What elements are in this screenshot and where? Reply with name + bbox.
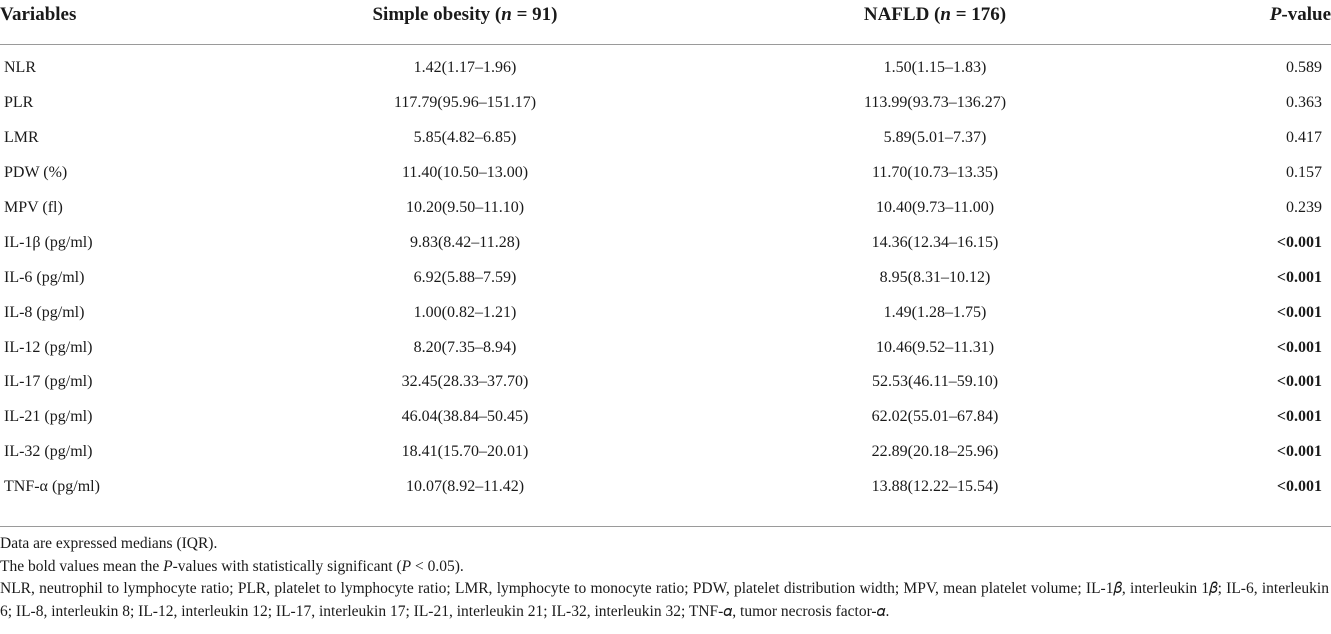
cell-p-value: <0.001 (1276, 338, 1322, 356)
cell-nafld: 1.50(1.15–1.83) (883, 59, 987, 77)
cell-p-value: <0.001 (1276, 408, 1322, 426)
table-row (0, 86, 1331, 121)
table-row (0, 295, 1331, 330)
cell-p-value: 0.363 (1286, 94, 1322, 112)
cell-p-value: 0.157 (1286, 164, 1322, 182)
table-row (0, 51, 1331, 86)
cell-variable: LMR (4, 129, 39, 147)
table-row (0, 365, 1331, 400)
cell-nafld: 1.49(1.28–1.75) (883, 303, 987, 321)
table-row (0, 260, 1331, 295)
cell-simple-obesity: 32.45(28.33–37.70) (401, 373, 529, 391)
cell-nafld: 62.02(55.01–67.84) (871, 408, 999, 426)
header-nafld: NAFLD (n = 176) (863, 4, 1007, 25)
cell-nafld: 113.99(93.73–136.27) (863, 94, 1007, 112)
table-top-rule (0, 44, 1331, 45)
cell-simple-obesity: 5.85(4.82–6.85) (413, 129, 517, 147)
cell-nafld: 8.95(8.31–10.12) (879, 268, 991, 286)
cell-simple-obesity: 11.40(10.50–13.00) (401, 164, 529, 182)
table-row (0, 121, 1331, 156)
cell-variable: IL-32 (pg/ml) (4, 443, 93, 461)
cell-simple-obesity: 9.83(8.42–11.28) (409, 233, 521, 251)
cell-simple-obesity: 117.79(95.96–151.17) (393, 94, 537, 112)
cell-simple-obesity: 8.20(7.35–8.94) (413, 338, 517, 356)
cell-nafld: 52.53(46.11–59.10) (871, 373, 999, 391)
cell-variable: NLR (4, 59, 36, 77)
cell-variable: MPV (fl) (4, 199, 63, 216)
header-simple-obesity: Simple obesity (n = 91) (372, 4, 558, 25)
cell-variable: PDW (%) (4, 164, 68, 182)
cell-simple-obesity: 46.04(38.84–50.45) (401, 408, 529, 426)
cell-variable: IL-12 (pg/ml) (4, 338, 93, 356)
table-row (0, 330, 1331, 365)
cell-p-value: <0.001 (1276, 268, 1322, 286)
cell-nafld: 11.70(10.73–13.35) (871, 164, 999, 182)
cell-simple-obesity: 1.42(1.17–1.96) (413, 59, 517, 77)
cell-variable: IL-17 (pg/ml) (4, 373, 93, 391)
cell-p-value: 0.417 (1286, 129, 1322, 147)
footnote-abbreviations: NLR, neutrophil to lymphocyte ratio; PLR, platelet to lymphocyte ratio; LMR, lymphocyte to monocyte ratio; PDW, platelet distribution width; MPV, mean platelet volume; IL-1𝛽, interleukin 1𝛽; IL-6, interleukin 6; IL-8, interleukin 8; IL-12, interleukin 12; IL-17, interleukin 17; IL-21, interleukin 21; IL-32, interleukin 32; TNF-𝛼, tumor necrosis factor-𝛼. (0, 580, 1329, 620)
cell-p-value: <0.001 (1276, 233, 1322, 251)
footnote-bold-meaning: The bold values mean the P-values with statistically significant (P < 0.05). (0, 557, 464, 575)
table-row (0, 225, 1331, 260)
cell-p-value: <0.001 (1276, 303, 1322, 321)
cell-p-value: <0.001 (1276, 373, 1322, 391)
cell-simple-obesity: 10.07(8.92–11.42) (405, 478, 525, 496)
cell-p-value: <0.001 (1276, 443, 1322, 461)
footnote-data-format: Data are expressed medians (IQR). (0, 535, 218, 552)
cell-variable: IL-1β (pg/ml) (4, 233, 93, 251)
table-footnotes (0, 533, 1331, 623)
cell-variable: PLR (4, 94, 34, 112)
header-variables: Variables (0, 4, 77, 25)
table-row (0, 435, 1331, 470)
cell-nafld: 13.88(12.22–15.54) (871, 478, 999, 496)
cell-variable: TNF-α (pg/ml) (4, 478, 100, 496)
cell-simple-obesity: 1.00(0.82–1.21) (413, 303, 517, 321)
table-row (0, 156, 1331, 191)
cell-variable: IL-8 (pg/ml) (4, 303, 85, 321)
cell-variable: IL-6 (pg/ml) (4, 268, 85, 286)
cell-simple-obesity: 6.92(5.88–7.59) (413, 268, 517, 286)
header-row (0, 0, 1331, 30)
cell-simple-obesity: 10.20(9.50–11.10) (405, 199, 525, 216)
cell-p-value: <0.001 (1276, 478, 1322, 496)
table-row (0, 400, 1331, 435)
cell-nafld: 10.46(9.52–11.31) (875, 338, 995, 356)
cell-variable: IL-21 (pg/ml) (4, 408, 93, 426)
cell-p-value: 0.239 (1286, 199, 1322, 216)
cell-nafld: 22.89(20.18–25.96) (871, 443, 999, 461)
cell-nafld: 10.40(9.73–11.00) (875, 199, 995, 216)
table-bottom-rule (0, 526, 1331, 527)
table-row (0, 191, 1331, 226)
cell-nafld: 14.36(12.34–16.15) (871, 233, 999, 251)
header-p-value: P-value (1269, 4, 1331, 25)
cell-simple-obesity: 18.41(15.70–20.01) (401, 443, 529, 461)
cell-p-value: 0.589 (1286, 59, 1322, 77)
cell-nafld: 5.89(5.01–7.37) (883, 129, 987, 147)
table-row (0, 470, 1331, 505)
